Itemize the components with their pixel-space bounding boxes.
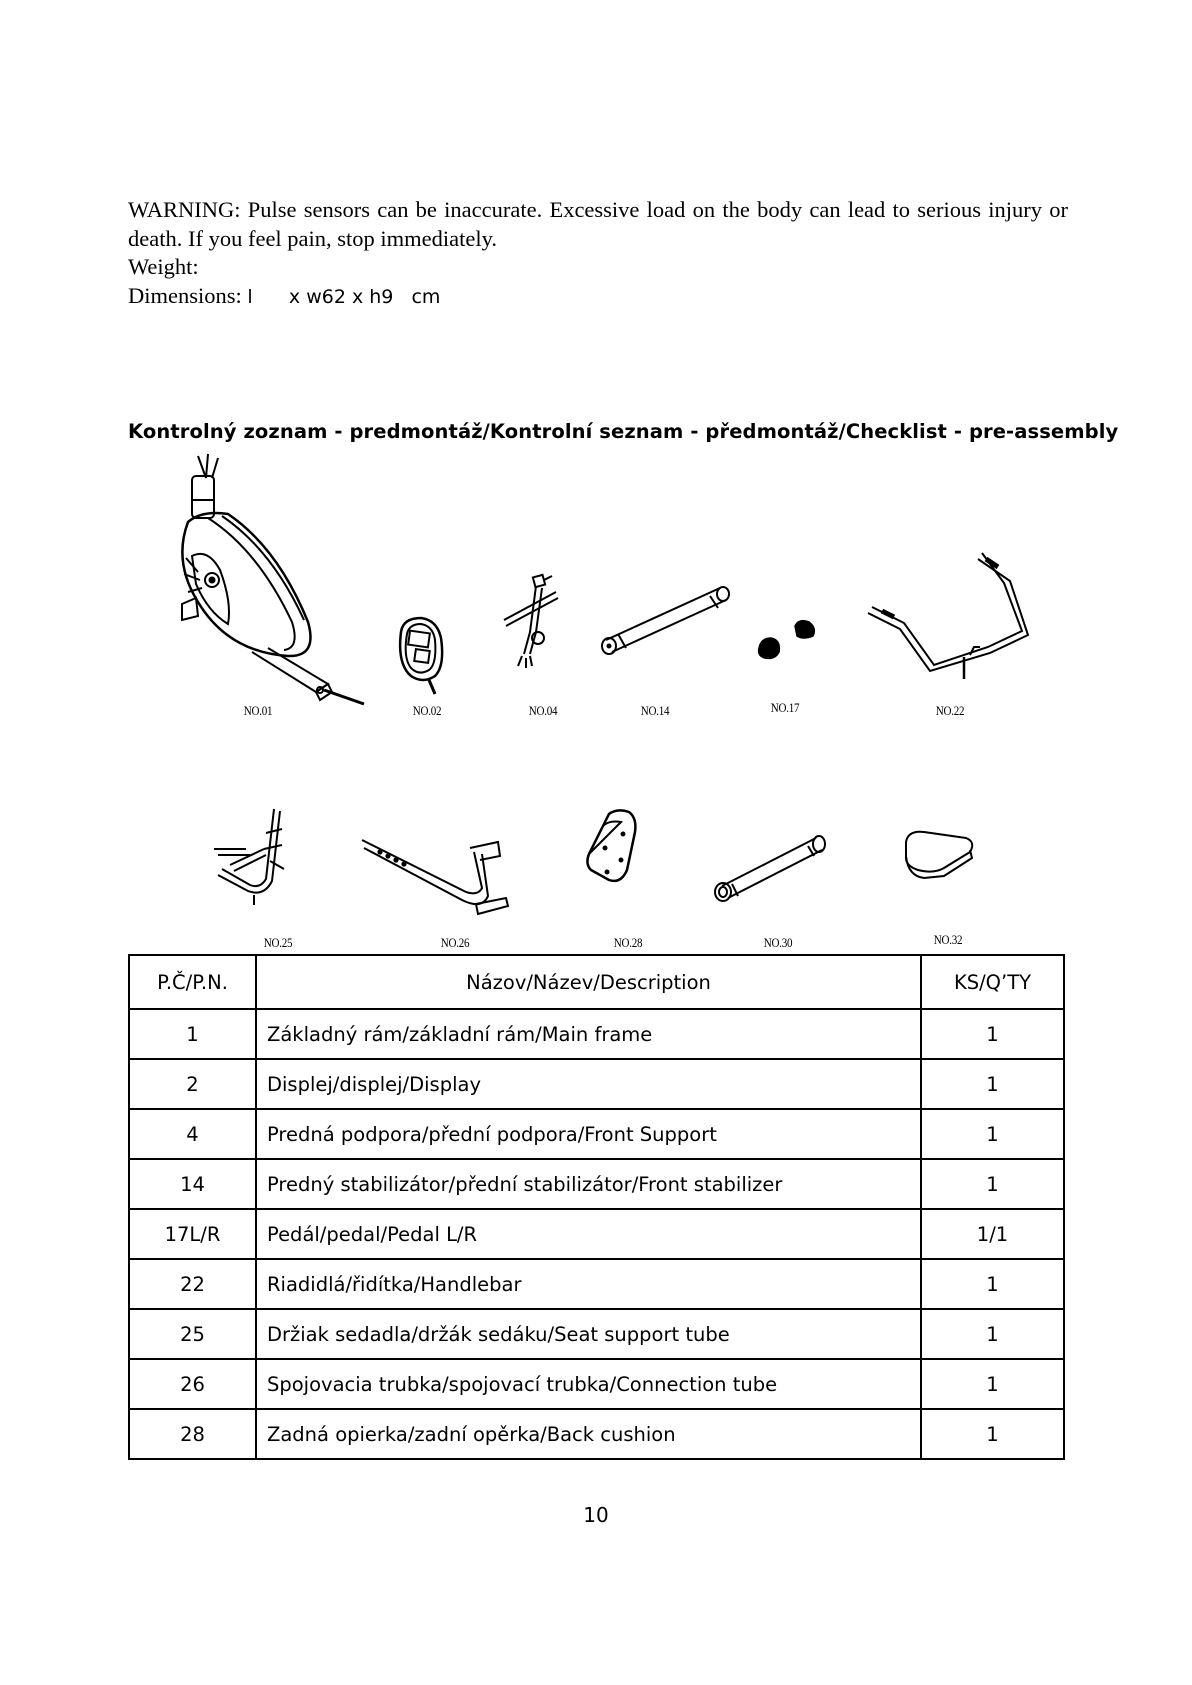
cell-description: Riadidlá/řidítka/Handlebar <box>256 1259 921 1309</box>
table-row <box>129 1259 1064 1309</box>
cell-description: Základný rám/základní rám/Main frame <box>256 1009 921 1059</box>
weight-line <box>128 253 1068 282</box>
warning-section <box>128 196 1068 311</box>
table-row <box>129 1309 1064 1359</box>
cell-quantity: 1 <box>921 1059 1064 1109</box>
dimensions-value: l x w62 x h9 cm <box>247 285 441 308</box>
cell-part-number: 25 <box>129 1309 256 1359</box>
table-row <box>129 1109 1064 1159</box>
pedals-icon <box>755 618 835 666</box>
cell-quantity: 1/1 <box>921 1209 1064 1259</box>
part-label-25: NO.25 <box>263 935 293 950</box>
table-row <box>129 1059 1064 1109</box>
checklist-heading: Kontrolný zoznam - predmontáž/Kontrolní seznam - předmontáž/Checklist - pre-assembly <box>128 420 1119 443</box>
rear-stabilizer-icon <box>710 828 830 908</box>
cell-quantity: 1 <box>921 1359 1064 1409</box>
table-row <box>129 1159 1064 1209</box>
cell-description: Pedál/pedal/Pedal L/R <box>256 1209 921 1259</box>
part-label-14: NO.14 <box>640 703 670 718</box>
cell-description: Displej/displej/Display <box>256 1059 921 1109</box>
cell-part-number: 26 <box>129 1359 256 1409</box>
part-label-17: NO.17 <box>770 700 800 715</box>
cell-description: Predný stabilizátor/přední stabilizátor/Front stabilizer <box>256 1159 921 1209</box>
front-stabilizer-icon <box>600 578 730 658</box>
cell-quantity: 1 <box>921 1109 1064 1159</box>
cell-description: Spojovacia trubka/spojovací trubka/Connection tube <box>256 1359 921 1409</box>
cell-quantity: 1 <box>921 1259 1064 1309</box>
cell-quantity: 1 <box>921 1009 1064 1059</box>
cell-part-number: 1 <box>129 1009 256 1059</box>
table-header-row <box>129 955 1064 1009</box>
table-row <box>129 1409 1064 1459</box>
table-row <box>129 1359 1064 1409</box>
cell-part-number: 22 <box>129 1259 256 1309</box>
part-label-30: NO.30 <box>763 935 793 950</box>
connection-tube-icon <box>358 830 513 930</box>
header-description: Názov/Název/Description <box>256 955 921 1009</box>
part-label-32: NO.32 <box>933 932 963 947</box>
display-console-icon <box>393 614 453 694</box>
part-label-28: NO.28 <box>613 935 643 950</box>
main-frame-icon <box>168 452 373 702</box>
warning-text: WARNING: Pulse sensors can be inaccurate. Excessive load on the body can lead to serious injury or death. If you feel pain, stop immediately. <box>128 197 1068 251</box>
cell-quantity: 1 <box>921 1309 1064 1359</box>
header-part-number: P.Č/P.N. <box>129 955 256 1009</box>
cell-quantity: 1 <box>921 1159 1064 1209</box>
table-row <box>129 1209 1064 1259</box>
cell-description: Zadná opierka/zadní opěrka/Back cushion <box>256 1409 921 1459</box>
table-row <box>129 1009 1064 1059</box>
header-quantity: KS/Q’TY <box>921 955 1064 1009</box>
cell-part-number: 14 <box>129 1159 256 1209</box>
front-support-icon <box>500 572 560 672</box>
part-label-01: NO.01 <box>243 703 273 718</box>
cell-description: Predná podpora/přední podpora/Front Support <box>256 1109 921 1159</box>
cell-quantity: 1 <box>921 1409 1064 1459</box>
dimensions-label: Dimensions: <box>128 282 242 308</box>
back-cushion-icon <box>583 808 643 888</box>
cell-description: Držiak sedadla/držák sedáku/Seat support tube <box>256 1309 921 1359</box>
seat-support-tube-icon <box>210 805 300 905</box>
page-number: 10 <box>583 1503 609 1527</box>
part-label-22: NO.22 <box>935 703 965 718</box>
dimensions-line <box>128 282 1068 312</box>
cell-part-number: 4 <box>129 1109 256 1159</box>
weight-label: Weight: <box>128 254 199 279</box>
part-label-02: NO.02 <box>412 703 442 718</box>
cell-part-number: 17L/R <box>129 1209 256 1259</box>
parts-table <box>128 954 1065 1460</box>
seat-cushion-icon <box>900 828 980 883</box>
part-label-04: NO.04 <box>528 703 558 718</box>
cell-part-number: 2 <box>129 1059 256 1109</box>
handlebar-icon <box>860 545 1035 685</box>
part-label-26: NO.26 <box>440 935 470 950</box>
cell-part-number: 28 <box>129 1409 256 1459</box>
